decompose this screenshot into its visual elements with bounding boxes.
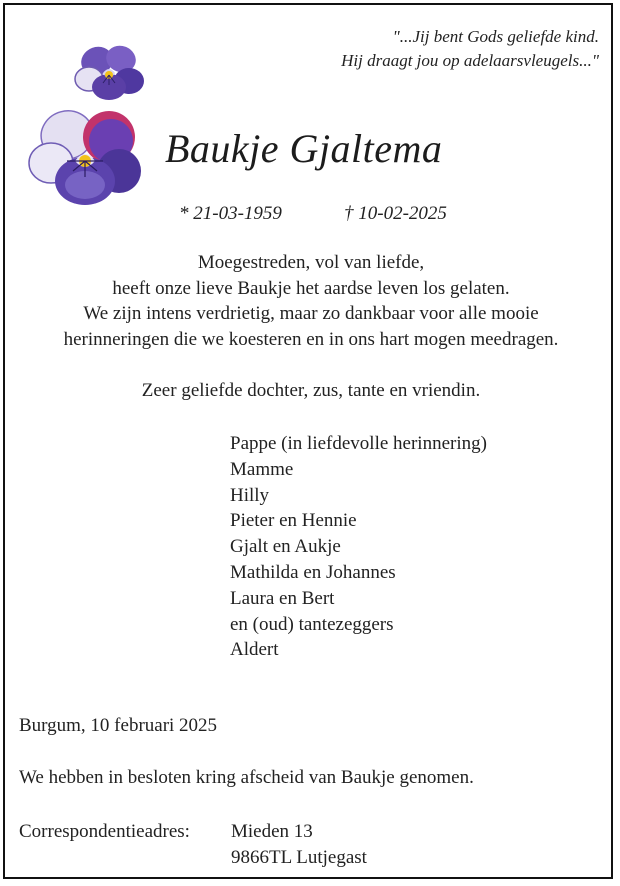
- relation-line: Zeer geliefde dochter, zus, tante en vriendin.: [141, 380, 481, 401]
- family-member: Pieter en Hennie: [230, 510, 357, 532]
- family-member: Gjalt en Aukje: [230, 536, 341, 558]
- family-list: [230, 431, 487, 663]
- intro-line-4: herinneringen die we koesteren en in ons hart mogen meedragen.: [63, 328, 559, 350]
- pansy-large-icon: [27, 105, 145, 211]
- family-member: en (oud) tantezeggers: [230, 613, 394, 635]
- family-member: Hilly: [230, 484, 270, 506]
- pansy-small-icon: [73, 43, 147, 105]
- relation-text: [13, 378, 609, 404]
- address-street: Mieden 13: [231, 821, 313, 842]
- correspondence-label: Correspondentieadres:: [19, 821, 190, 842]
- death-date: † 10-02-2025: [344, 203, 447, 224]
- verse-line-1: "...Jij bent Gods geliefde kind.: [392, 27, 599, 46]
- bible-verse: [299, 25, 599, 73]
- verse-line-2: Hij draagt jou op adelaarsvleugels...": [341, 51, 599, 70]
- birth-date: * 21-03-1959: [179, 203, 282, 224]
- place-and-date: Burgum, 10 februari 2025: [19, 715, 218, 736]
- deceased-name: Baukje Gjaltema: [165, 126, 443, 171]
- intro-text: [13, 250, 609, 352]
- family-member: Aldert: [230, 639, 279, 661]
- family-member: Mamme: [230, 458, 294, 480]
- intro-line-3: We zijn intens verdrietig, maar zo dankbaar voor alle mooie: [83, 303, 539, 324]
- farewell-text: We hebben in besloten kring afscheid van Baukje genomen.: [19, 767, 474, 788]
- family-member: Laura en Bert: [230, 587, 335, 609]
- correspondence-address: [231, 819, 367, 871]
- intro-line-2: heeft onze lieve Baukje het aardse leven los gelaten.: [112, 277, 510, 299]
- obituary-card: [3, 3, 613, 879]
- intro-line-1: Moegestreden, vol van liefde,: [197, 252, 425, 273]
- address-city: 9866TL Lutjegast: [231, 847, 367, 868]
- family-member: Pappe (in liefdevolle herinnering): [230, 433, 487, 454]
- family-member: Mathilda en Johannes: [230, 561, 396, 583]
